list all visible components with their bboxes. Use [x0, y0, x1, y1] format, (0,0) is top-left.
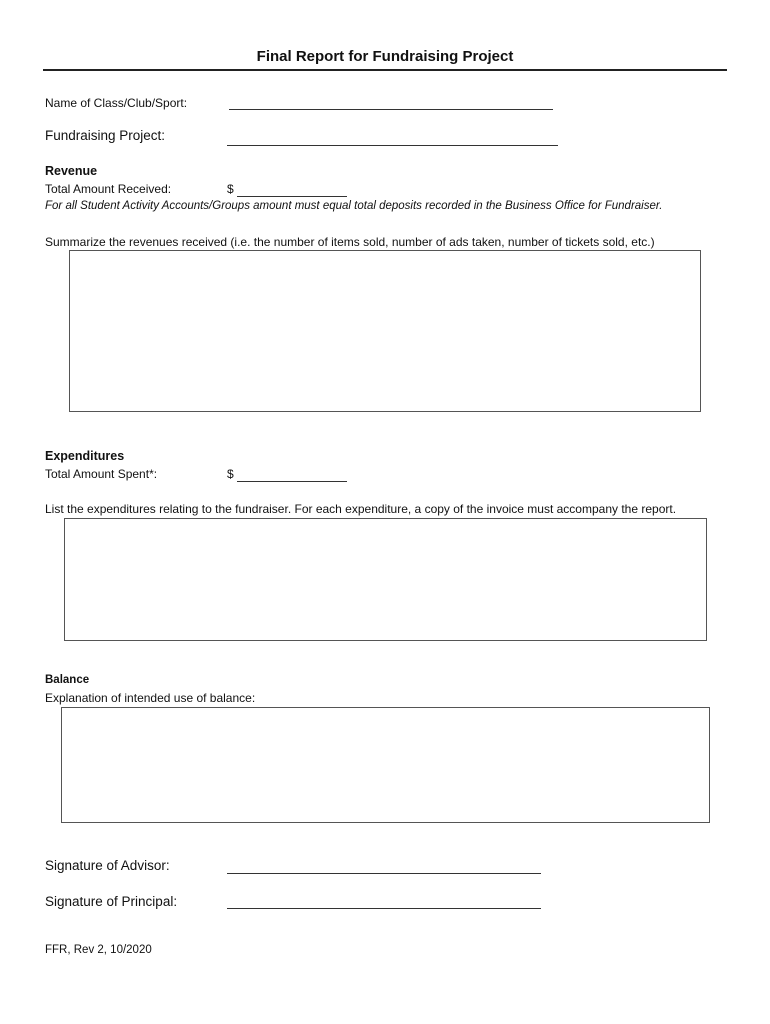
total-received-field[interactable] — [237, 196, 347, 197]
principal-signature-label: Signature of Principal: — [45, 894, 178, 909]
revenue-summary-prompt: Summarize the revenues received (i.e. the number of items sold, number of ads taken, number of tickets sold, etc.) — [45, 235, 655, 249]
name-label: Name of Class/Club/Sport: — [45, 96, 188, 110]
project-label: Fundraising Project: — [45, 128, 166, 143]
revenue-summary-box[interactable] — [69, 250, 701, 412]
form-revision: FFR, Rev 2, 10/2020 — [45, 944, 152, 956]
spent-currency: $ — [227, 467, 234, 481]
advisor-signature-label: Signature of Advisor: — [45, 858, 170, 873]
page-title: Final Report for Fundraising Project — [256, 48, 514, 65]
total-spent-field[interactable] — [237, 481, 347, 482]
revenue-heading: Revenue — [45, 164, 98, 178]
balance-prompt: Explanation of intended use of balance: — [45, 691, 256, 705]
title-divider — [43, 69, 727, 71]
balance-explanation-box[interactable] — [61, 707, 710, 823]
principal-signature-field[interactable] — [227, 908, 541, 909]
revenue-note: For all Student Activity Accounts/Groups amount must equal total deposits recorded in the Business Office for Fundraiser. — [45, 200, 663, 212]
expenditures-list-prompt: List the expenditures relating to the fundraiser. For each expenditure, a copy of the invoice must accompany the report. — [45, 502, 677, 516]
project-field[interactable] — [227, 145, 558, 146]
expenditures-list-box[interactable] — [64, 518, 707, 641]
received-currency: $ — [227, 182, 234, 196]
balance-heading: Balance — [45, 674, 90, 686]
total-received-label: Total Amount Received: — [45, 182, 172, 196]
total-spent-label: Total Amount Spent*: — [45, 467, 158, 481]
name-field[interactable] — [229, 109, 553, 110]
expenditures-heading: Expenditures — [45, 449, 125, 463]
advisor-signature-field[interactable] — [227, 873, 541, 874]
